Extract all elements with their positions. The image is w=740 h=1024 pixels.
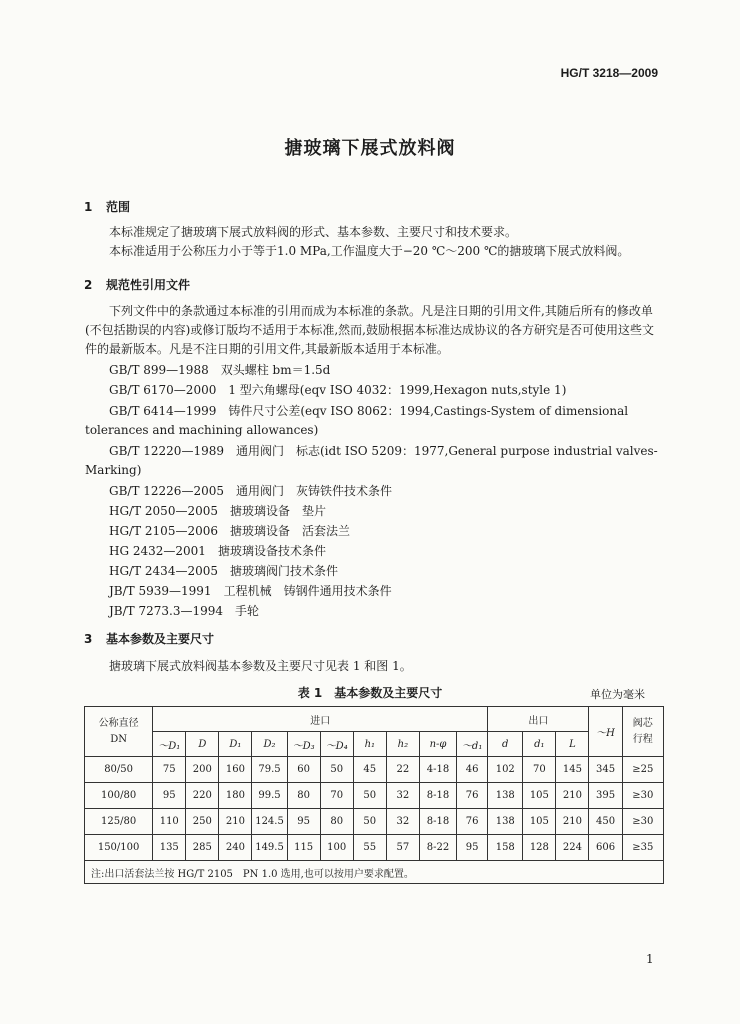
table-cell: 160 [219, 757, 252, 783]
table-cell: 125/80 [85, 809, 153, 835]
scope-paragraph-1: 本标准规定了搪玻璃下展式放料阀的形式、基本参数、主要尺寸和技术要求。 [109, 225, 518, 239]
header-col: D [186, 732, 219, 757]
table-cell: 75 [153, 757, 186, 783]
table-cell: 240 [219, 835, 252, 861]
reference-title: 铸件尺寸公差(eqv ISO 8062：1994,Castings-System of dimensional tolerances and machining allowances) [85, 404, 629, 437]
reference-code: JB/T 5939—1991 [109, 584, 212, 598]
reference-code: HG/T 2050—2005 [109, 504, 218, 518]
table-cell: 76 [457, 809, 488, 835]
params-intro: 搪玻璃下展式放料阀基本参数及主要尺寸见表 1 和图 1。 [109, 659, 412, 673]
table-cell: 102 [488, 757, 523, 783]
reference-code: GB/T 12226—2005 [109, 484, 224, 498]
table-cell: 345 [589, 757, 622, 783]
table-cell: 210 [556, 783, 589, 809]
normative-intro: 下列文件中的条款通过本标准的引用而成为本标准的条款。凡是注日期的引用文件,其随后所有的修改单(不包括勘误的内容)或修订版均不适用于本标准,然而,鼓励根据本标准达成协议的各方研究是否可使用这些文件的最新版本。凡是不注日期的引用文件,其最新版本适用于本标准。 [85, 304, 654, 356]
section-3-heading [84, 630, 214, 647]
reference-code: GB/T 6414—1999 [109, 404, 217, 418]
table-cell: 128 [523, 835, 556, 861]
table-cell: 50 [320, 757, 353, 783]
table-cell: ≥25 [622, 757, 663, 783]
header-outlet: 出口 [488, 707, 589, 732]
header-col: ～D₃ [287, 732, 320, 757]
scope-paragraph-2: 本标准适用于公称压力小于等于1.0 MPa,工作温度大于−20 ℃～200 ℃的搪玻璃下展式放料阀。 [109, 244, 630, 258]
reference-title: 搪玻璃设备 活套法兰 [230, 524, 351, 538]
reference-item [109, 602, 259, 620]
header-stroke: 阀芯 行程 [622, 707, 663, 757]
header-col: D₁ [219, 732, 252, 757]
table-cell: 220 [186, 783, 219, 809]
header-col: ～D₁ [153, 732, 186, 757]
page-number: 1 [646, 952, 654, 966]
table-cell: 210 [219, 809, 252, 835]
header-col: n-φ [419, 732, 456, 757]
table-cell: 115 [287, 835, 320, 861]
table-cell: 99.5 [252, 783, 287, 809]
table-cell: 145 [556, 757, 589, 783]
parameters-table [84, 706, 664, 884]
table-cell: 50 [353, 809, 386, 835]
section-title: 范围 [106, 200, 131, 214]
table-cell: 124.5 [252, 809, 287, 835]
reference-title: 双头螺柱 bm＝1.5d [220, 363, 331, 377]
table-cell: 70 [320, 783, 353, 809]
reference-code: JB/T 7273.3—1994 [109, 604, 224, 618]
reference-title: 通用阀门 灰铸铁件技术条件 [235, 484, 392, 498]
table-cell: 80/50 [85, 757, 153, 783]
table-cell: 76 [457, 783, 488, 809]
header-col: D₂ [252, 732, 287, 757]
header-col: h₂ [386, 732, 419, 757]
header-col: ～D₄ [320, 732, 353, 757]
table-cell: 45 [353, 757, 386, 783]
table-cell: 50 [353, 783, 386, 809]
table-cell: 100 [320, 835, 353, 861]
reference-item [109, 482, 392, 500]
table-header-row [85, 707, 664, 732]
table-cell: 250 [186, 809, 219, 835]
standard-code: HG/T 3218—2009 [560, 66, 658, 80]
table-cell: 138 [488, 809, 523, 835]
unit-label: 单位为毫米 [590, 688, 645, 701]
table-cell: 138 [488, 783, 523, 809]
table-cell: 180 [219, 783, 252, 809]
table-cell: 105 [523, 783, 556, 809]
table-cell: 100/80 [85, 783, 153, 809]
table-cell: ≥30 [622, 809, 663, 835]
table-note-row [85, 861, 664, 884]
reference-title: 手轮 [235, 604, 260, 618]
section-2-heading [84, 276, 190, 293]
table-cell: 150/100 [85, 835, 153, 861]
table-cell: 55 [353, 835, 386, 861]
table-cell: 32 [386, 783, 419, 809]
reference-code: HG/T 2434—2005 [109, 564, 218, 578]
table-cell: 22 [386, 757, 419, 783]
header-col: ～d₁ [457, 732, 488, 757]
header-height: ～H [589, 707, 622, 757]
table-cell: 606 [589, 835, 622, 861]
reference-title: 工程机械 铸钢件通用技术条件 [223, 584, 392, 598]
table-cell: 32 [386, 809, 419, 835]
table-cell: 224 [556, 835, 589, 861]
table-row [85, 757, 664, 783]
table-cell: 4-18 [419, 757, 456, 783]
header-col: d [488, 732, 523, 757]
table-cell: 95 [153, 783, 186, 809]
reference-item [109, 381, 566, 399]
table-row [85, 809, 664, 835]
reference-item [85, 442, 663, 480]
section-number: 3 [84, 632, 93, 646]
reference-title: 通用阀门 标志(idt ISO 5209：1977,General purpose industrial valves-Marking) [85, 444, 658, 477]
table-cell: 450 [589, 809, 622, 835]
table-cell: 8-18 [419, 809, 456, 835]
table-cell: ≥30 [622, 783, 663, 809]
table-cell: 80 [287, 783, 320, 809]
reference-code: GB/T 899—1988 [109, 363, 209, 377]
table-cell: 395 [589, 783, 622, 809]
section-number: 1 [84, 200, 93, 214]
table-cell: 158 [488, 835, 523, 861]
header-dn: 公称直径 DN [85, 707, 153, 757]
table-cell: 285 [186, 835, 219, 861]
table-caption: 表 1 基本参数及主要尺寸 [297, 686, 443, 700]
table-cell: 80 [320, 809, 353, 835]
table-cell: 135 [153, 835, 186, 861]
reference-item [109, 522, 350, 540]
table-cell: 60 [287, 757, 320, 783]
reference-item [109, 542, 326, 560]
reference-code: HG 2432—2001 [109, 544, 206, 558]
table-cell: ≥35 [622, 835, 663, 861]
document-title: 搪玻璃下展式放料阀 [284, 138, 456, 159]
reference-item [85, 402, 663, 440]
header-col: L [556, 732, 589, 757]
section-title: 基本参数及主要尺寸 [106, 632, 215, 646]
table-cell: 105 [523, 809, 556, 835]
table-cell: 95 [287, 809, 320, 835]
header-col: d₁ [523, 732, 556, 757]
reference-title: 搪玻璃阀门技术条件 [230, 564, 339, 578]
table-cell: 110 [153, 809, 186, 835]
reference-code: GB/T 6170—2000 [109, 383, 217, 397]
section-number: 2 [84, 278, 93, 292]
reference-code: HG/T 2105—2006 [109, 524, 218, 538]
table-row [85, 835, 664, 861]
table-cell: 200 [186, 757, 219, 783]
table-cell: 46 [457, 757, 488, 783]
reference-item [109, 502, 326, 520]
header-inlet: 进口 [153, 707, 488, 732]
table-cell: 210 [556, 809, 589, 835]
reference-code: GB/T 12220—1989 [109, 444, 224, 458]
section-title: 规范性引用文件 [106, 278, 191, 292]
reference-item [109, 562, 338, 580]
table-subheader-row [85, 732, 664, 757]
table-cell: 149.5 [252, 835, 287, 861]
table-cell: 8-18 [419, 783, 456, 809]
reference-item [109, 361, 330, 379]
header-col: h₁ [353, 732, 386, 757]
table-note: 注:出口活套法兰按 HG/T 2105 PN 1.0 选用,也可以按用户要求配置。 [85, 861, 664, 884]
table-cell: 57 [386, 835, 419, 861]
reference-title: 1 型六角螺母(eqv ISO 4032：1999,Hexagon nuts,style 1) [228, 383, 567, 397]
table-cell: 8-22 [419, 835, 456, 861]
reference-item [109, 582, 392, 600]
table-row [85, 783, 664, 809]
table-cell: 70 [523, 757, 556, 783]
table-cell: 95 [457, 835, 488, 861]
reference-title: 搪玻璃设备 垫片 [230, 504, 327, 518]
section-1-heading [84, 198, 130, 215]
table-cell: 79.5 [252, 757, 287, 783]
reference-title: 搪玻璃设备技术条件 [217, 544, 326, 558]
